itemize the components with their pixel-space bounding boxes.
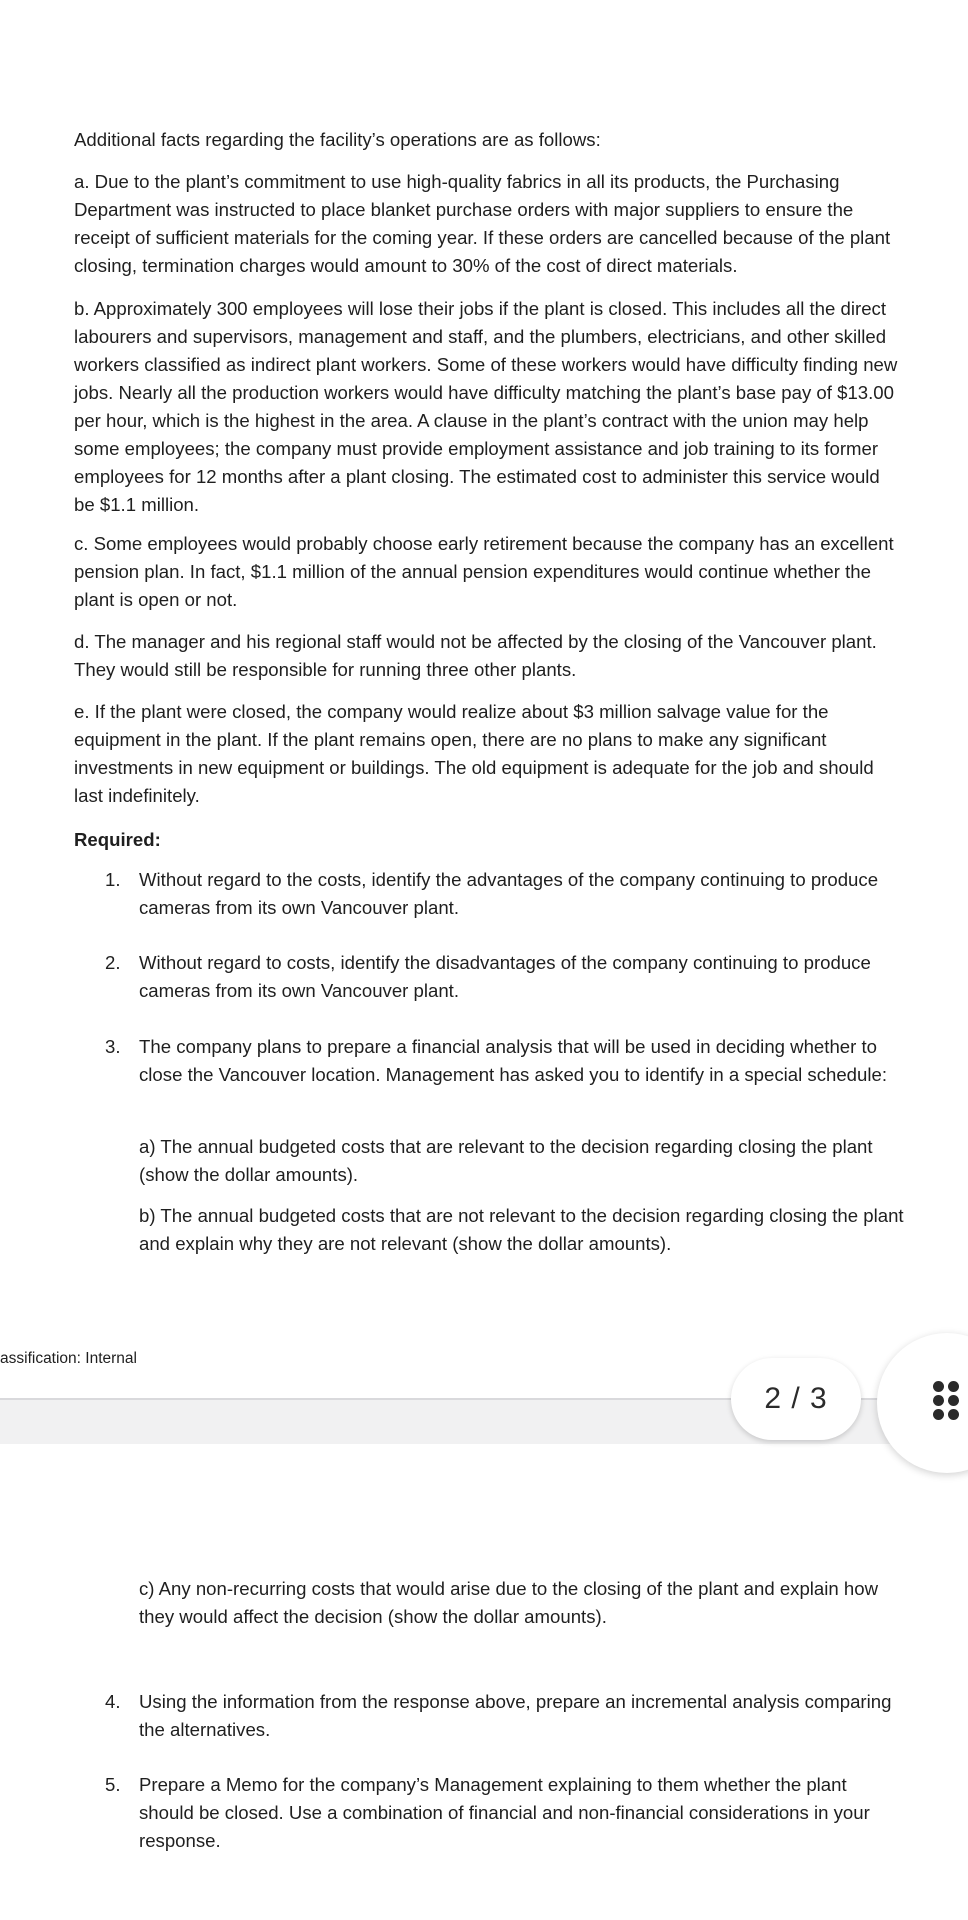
fact-e: e. If the plant were closed, the company would realize about $3 million salvage value for the equipment in the plant. If the plant remains open, there are no plans to make any significant investments in new equipment or buildings. The old equipment is adequate for the job and should last indefinitely. [74,701,874,806]
required-heading: Required: [74,829,161,850]
question-number: 3. [105,1036,121,1057]
question-text: Without regard to costs, identify the disadvantages of the company continuing to produce cameras from its own Vancouver plant. [139,952,871,1001]
question-number: 4. [105,1691,121,1712]
question-text: The company plans to prepare a financial analysis that will be used in deciding whether to close the Vancouver location. Management has asked you to identify in a special schedule: [139,1036,887,1085]
sub-question-b: b) The annual budgeted costs that are not relevant to the decision regarding closing the plant and explain why they are not relevant (show the dollar amounts). [139,1205,904,1254]
question-2 [105,949,905,1005]
question-number: 2. [105,952,121,973]
fact-b: b. Approximately 300 employees will lose their jobs if the plant is closed. This includes all the direct labourers and supervisors, management and staff, and the plumbers, electricians, and other skilled workers classified as indirect plant workers. Some of these workers would have difficulty finding new jobs. Nearly all the production workers would have difficulty matching the plant’s base pay of $13.00 per hour, which is the highest in the area. A clause in the plant’s contract with the union may help some employees; the company must provide employment assistance and job training to its former employees for 12 months after a plant closing. The estimated cost to administer this service would be $1.1 million. [74,298,898,515]
grid-dots-icon [933,1381,968,1421]
question-number: 1. [105,869,121,890]
question-text: Prepare a Memo for the company’s Management explaining to them whether the plant should be closed. Use a combination of financial and non-financial considerations in your response. [139,1774,870,1851]
fact-a: a. Due to the plant’s commitment to use high-quality fabrics in all its products, the Purchasing Department was instructed to place blanket purchase orders with major suppliers to ensure the receipt of sufficient materials for the coming year. If these orders are cancelled because of the plant closing, termination charges would amount to 30% of the cost of direct materials. [74,171,891,276]
page-indicator[interactable]: 2 / 3 [731,1358,861,1440]
question-text: Using the information from the response above, prepare an incremental analysis comparing the alternatives. [139,1691,892,1740]
question-3 [105,1033,905,1089]
question-4 [105,1688,905,1744]
fact-d: d. The manager and his regional staff would not be affected by the closing of the Vancouver plant. They would still be responsible for running three other plants. [74,631,877,680]
question-1 [105,866,905,922]
sub-question-a: a) The annual budgeted costs that are relevant to the decision regarding closing the plant (show the dollar amounts). [139,1136,873,1185]
question-text: Without regard to the costs, identify the advantages of the company continuing to produce cameras from its own Vancouver plant. [139,869,879,918]
question-number: 5. [105,1774,121,1795]
sub-question-c: c) Any non-recurring costs that would arise due to the closing of the plant and explain how they would affect the decision (show the dollar amounts). [139,1578,879,1627]
menu-button[interactable] [877,1333,968,1473]
intro-text: Additional facts regarding the facility’s operations are as follows: [74,129,601,150]
classification-label: assification: Internal [0,1350,137,1367]
question-5 [105,1771,905,1855]
fact-c: c. Some employees would probably choose early retirement because the company has an excellent pension plan. In fact, $1.1 million of the annual pension expenditures would continue whether the plant is open or not. [74,533,894,610]
